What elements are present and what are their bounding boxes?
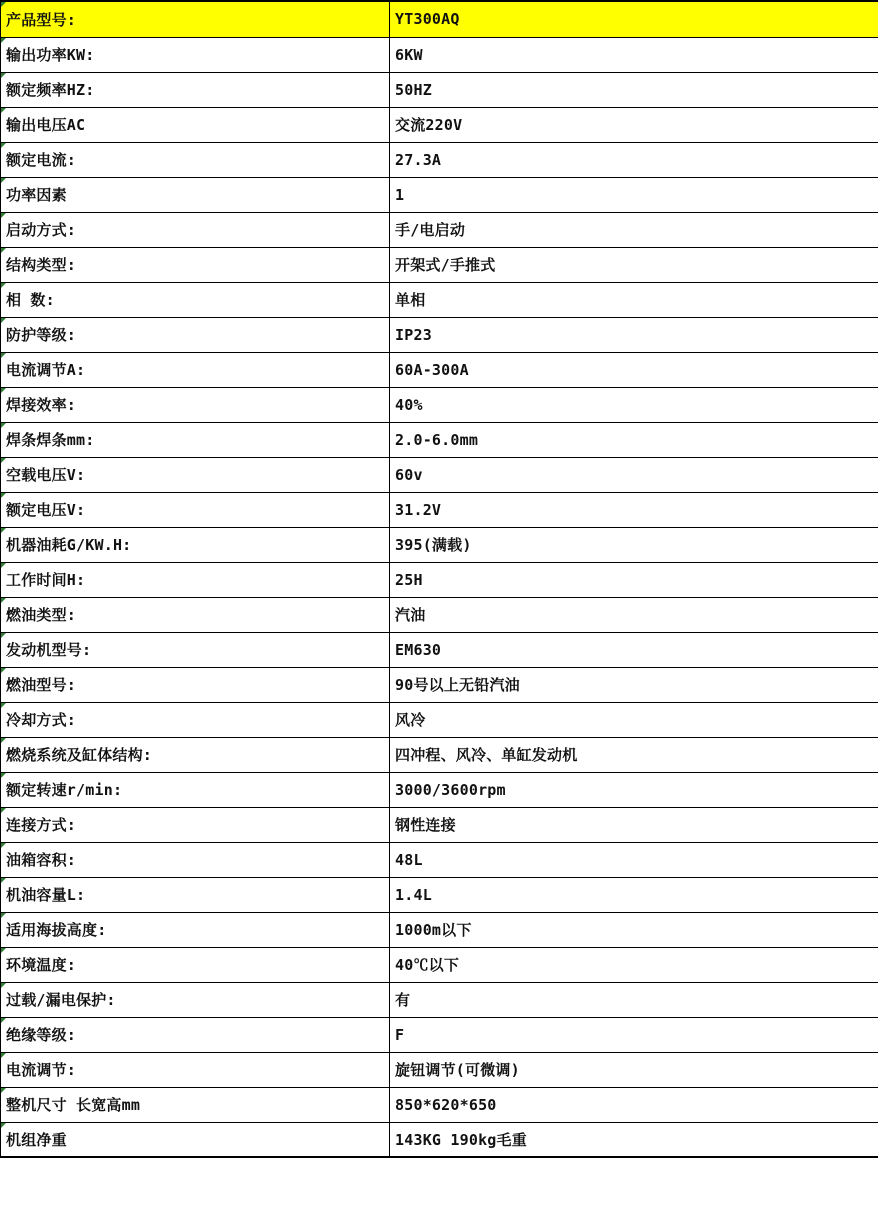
value-cell[interactable] [390, 247, 878, 282]
table-row [1, 492, 878, 527]
label-cell[interactable] [1, 282, 390, 317]
spec-value: 60A-300A [395, 360, 469, 379]
comment-marker-icon [1, 388, 6, 393]
comment-marker-icon [1, 1018, 6, 1023]
table-row [1, 632, 878, 667]
spec-value: 钢性连接 [395, 816, 456, 834]
value-cell[interactable] [390, 912, 878, 947]
header-value: YT300AQ [395, 10, 460, 29]
spec-label: 焊接效率: [6, 396, 77, 414]
label-cell[interactable] [1, 142, 390, 177]
value-cell[interactable] [390, 1017, 878, 1052]
spec-label: 燃油型号: [6, 676, 77, 694]
spec-value: F [395, 1025, 405, 1044]
table-row [1, 37, 878, 72]
spec-label: 输出功率KW: [6, 46, 95, 64]
spec-value: 27.3A [395, 150, 442, 169]
value-cell[interactable] [390, 1122, 878, 1157]
spec-value: 850*620*650 [395, 1095, 497, 1114]
comment-marker-icon [1, 668, 6, 673]
spec-label: 相 数: [6, 291, 55, 309]
spec-value: 2.0-6.0mm [395, 430, 479, 449]
comment-marker-icon [1, 843, 6, 848]
table-row [1, 772, 878, 807]
value-cell[interactable] [390, 597, 878, 632]
comment-marker-icon [1, 143, 6, 148]
spec-value: 1.4L [395, 885, 432, 904]
table-row [1, 422, 878, 457]
value-cell[interactable] [390, 702, 878, 737]
label-cell[interactable] [1, 562, 390, 597]
table-row [1, 982, 878, 1017]
spec-label: 电流调节A: [6, 361, 86, 379]
spec-value: 31.2V [395, 500, 442, 519]
value-cell[interactable] [390, 142, 878, 177]
spec-value: 有 [395, 991, 411, 1009]
label-cell[interactable] [1, 772, 390, 807]
spec-label: 防护等级: [6, 326, 77, 344]
spec-value: 60v [395, 465, 423, 484]
value-cell[interactable] [390, 842, 878, 877]
header-label: 产品型号: [6, 10, 77, 29]
spec-label: 机器油耗G/KW.H: [6, 536, 132, 554]
spec-value: 手/电启动 [395, 221, 466, 239]
table-row [1, 247, 878, 282]
spec-value: 单相 [395, 291, 426, 309]
spec-value: 1000m以下 [395, 921, 472, 939]
comment-marker-icon [1, 108, 6, 113]
comment-marker-icon [1, 213, 6, 218]
label-cell[interactable] [1, 1122, 390, 1157]
label-cell[interactable] [1, 107, 390, 142]
table-row [1, 212, 878, 247]
table-row [1, 562, 878, 597]
comment-marker-icon [1, 948, 6, 953]
spec-label: 功率因素 [6, 186, 67, 204]
table-row [1, 947, 878, 982]
spec-value: 6KW [395, 45, 423, 64]
spec-label: 环境温度: [6, 956, 77, 974]
value-cell[interactable] [390, 632, 878, 667]
comment-marker-icon [1, 773, 6, 778]
spec-label: 结构类型: [6, 256, 77, 274]
comment-marker-icon [1, 1053, 6, 1058]
label-cell[interactable] [1, 632, 390, 667]
label-cell[interactable] [1, 72, 390, 107]
value-cell[interactable] [390, 667, 878, 702]
spec-label: 绝缘等级: [6, 1026, 77, 1044]
header-value-cell[interactable] [390, 1, 878, 37]
comment-marker-icon [1, 808, 6, 813]
spec-value: EM630 [395, 640, 442, 659]
spec-value: 90号以上无铅汽油 [395, 676, 520, 694]
spec-table-body [1, 1, 878, 1157]
table-row [1, 142, 878, 177]
label-cell[interactable] [1, 877, 390, 912]
comment-marker-icon [1, 423, 6, 428]
table-row [1, 807, 878, 842]
label-cell[interactable] [1, 247, 390, 282]
table-row [1, 737, 878, 772]
value-cell[interactable] [390, 72, 878, 107]
spec-value: 3000/3600rpm [395, 780, 506, 799]
value-cell[interactable] [390, 212, 878, 247]
comment-marker-icon [1, 283, 6, 288]
spec-value: 1 [395, 185, 405, 204]
value-cell[interactable] [390, 422, 878, 457]
table-row [1, 457, 878, 492]
table-row [1, 877, 878, 912]
header-label-cell[interactable] [1, 1, 390, 37]
value-cell[interactable] [390, 37, 878, 72]
value-cell[interactable] [390, 317, 878, 352]
spec-label: 工作时间H: [6, 571, 86, 589]
comment-marker-icon [1, 38, 6, 43]
spec-value: 旋钮调节(可微调) [395, 1061, 520, 1079]
value-cell[interactable] [390, 387, 878, 422]
table-row [1, 352, 878, 387]
comment-marker-icon [1, 528, 6, 533]
label-cell[interactable] [1, 667, 390, 702]
spec-value: 交流220V [395, 116, 463, 134]
spec-label: 过载/漏电保护: [6, 991, 116, 1009]
comment-marker-icon [1, 983, 6, 988]
spec-value: 40% [395, 395, 423, 414]
label-cell[interactable] [1, 737, 390, 772]
spec-value: 48L [395, 850, 423, 869]
table-row [1, 702, 878, 737]
comment-marker-icon [1, 318, 6, 323]
table-row [1, 317, 878, 352]
comment-marker-icon [1, 353, 6, 358]
table-row [1, 667, 878, 702]
header-row [1, 1, 878, 37]
spec-value: 143KG 190kg毛重 [395, 1130, 527, 1149]
table-row [1, 72, 878, 107]
label-cell[interactable] [1, 317, 390, 352]
table-row [1, 1087, 878, 1122]
spec-label: 电流调节: [6, 1061, 77, 1079]
spec-label: 整机尺寸 长宽高mm [6, 1096, 141, 1114]
table-row [1, 597, 878, 632]
value-cell[interactable] [390, 877, 878, 912]
table-row [1, 527, 878, 562]
label-cell[interactable] [1, 1017, 390, 1052]
label-cell[interactable] [1, 597, 390, 632]
table-row [1, 1052, 878, 1087]
spec-label: 启动方式: [6, 221, 77, 239]
value-cell[interactable] [390, 772, 878, 807]
comment-marker-icon [1, 1123, 6, 1128]
table-row [1, 912, 878, 947]
label-cell[interactable] [1, 807, 390, 842]
label-cell[interactable] [1, 37, 390, 72]
value-cell[interactable] [390, 1052, 878, 1087]
spec-value: 风冷 [395, 711, 426, 729]
comment-marker-icon [1, 1088, 6, 1093]
value-cell[interactable] [390, 527, 878, 562]
value-cell[interactable] [390, 457, 878, 492]
table-row [1, 1122, 878, 1157]
value-cell[interactable] [390, 1087, 878, 1122]
spec-label: 额定电流: [6, 151, 77, 169]
value-cell[interactable] [390, 177, 878, 212]
comment-marker-icon [1, 703, 6, 708]
label-cell[interactable] [1, 1087, 390, 1122]
comment-marker-icon [1, 73, 6, 78]
spec-value: 25H [395, 570, 423, 589]
value-cell[interactable] [390, 562, 878, 597]
table-row [1, 107, 878, 142]
comment-marker-icon [1, 878, 6, 883]
label-cell[interactable] [1, 177, 390, 212]
label-cell[interactable] [1, 387, 390, 422]
spec-label: 冷却方式: [6, 711, 77, 729]
label-cell[interactable] [1, 842, 390, 877]
spec-label: 空载电压V: [6, 466, 86, 484]
spec-label: 额定转速r/min: [6, 781, 123, 799]
table-row [1, 387, 878, 422]
table-row [1, 282, 878, 317]
spec-label: 额定电压V: [6, 501, 86, 519]
label-cell[interactable] [1, 352, 390, 387]
comment-marker-icon [1, 493, 6, 498]
comment-marker-icon [1, 458, 6, 463]
spec-label: 油箱容积: [6, 851, 77, 869]
value-cell[interactable] [390, 737, 878, 772]
spec-label: 机组净重 [6, 1130, 67, 1149]
label-cell[interactable] [1, 527, 390, 562]
spec-label: 发动机型号: [6, 641, 92, 659]
spec-label: 额定频率HZ: [6, 81, 95, 99]
label-cell[interactable] [1, 212, 390, 247]
table-row [1, 177, 878, 212]
label-cell[interactable] [1, 912, 390, 947]
comment-marker-icon [1, 738, 6, 743]
comment-marker-icon [1, 563, 6, 568]
value-cell[interactable] [390, 107, 878, 142]
spec-label: 机油容量L: [6, 886, 86, 904]
table-row [1, 1017, 878, 1052]
value-cell[interactable] [390, 282, 878, 317]
spec-value: 汽油 [395, 606, 426, 624]
spec-value: IP23 [395, 325, 432, 344]
spec-label: 焊条焊条mm: [6, 431, 95, 449]
spec-value: 开架式/手推式 [395, 256, 496, 274]
spec-label: 连接方式: [6, 816, 77, 834]
comment-marker-icon [1, 913, 6, 918]
value-cell[interactable] [390, 947, 878, 982]
label-cell[interactable] [1, 492, 390, 527]
spec-label: 适用海拔高度: [6, 921, 107, 939]
value-cell[interactable] [390, 352, 878, 387]
spec-value: 40℃以下 [395, 956, 460, 974]
value-cell[interactable] [390, 982, 878, 1017]
comment-marker-icon [1, 178, 6, 183]
label-cell[interactable] [1, 1052, 390, 1087]
comment-marker-icon [1, 248, 6, 253]
label-cell[interactable] [1, 982, 390, 1017]
value-cell[interactable] [390, 807, 878, 842]
comment-marker-icon [1, 633, 6, 638]
spec-value: 395(满载) [395, 536, 472, 554]
spec-value: 50HZ [395, 80, 432, 99]
comment-marker-icon [1, 2, 6, 7]
spec-value: 四冲程、风冷、单缸发动机 [395, 746, 578, 764]
spec-label: 燃烧系统及缸体结构: [6, 746, 153, 764]
spec-label: 燃油类型: [6, 606, 77, 624]
label-cell[interactable] [1, 702, 390, 737]
label-cell[interactable] [1, 947, 390, 982]
value-cell[interactable] [390, 492, 878, 527]
label-cell[interactable] [1, 422, 390, 457]
comment-marker-icon [1, 598, 6, 603]
table-row [1, 842, 878, 877]
spec-label: 输出电压AC [6, 116, 86, 134]
label-cell[interactable] [1, 457, 390, 492]
